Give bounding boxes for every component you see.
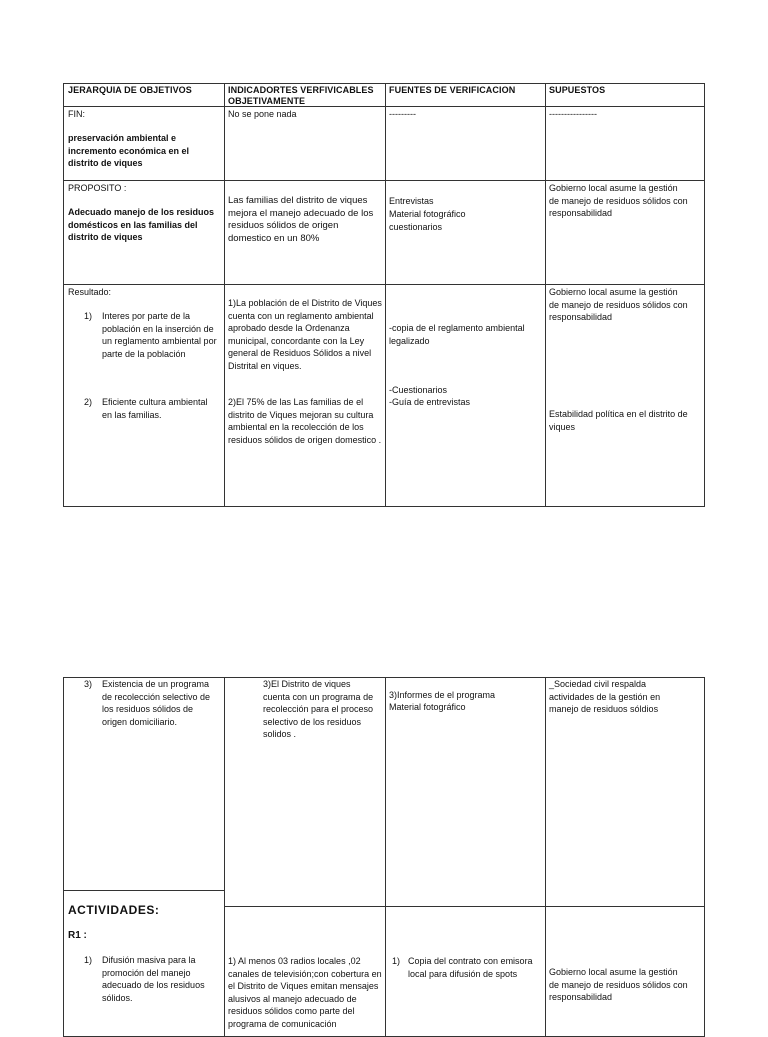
resultado-item-1-text: Interes por parte de la población en la inserción de un reglamento ambiental por parte de la población — [102, 311, 217, 359]
header-indicadores: INDICADORTES VERFIVICABLES OBJETIVAMENTE — [228, 85, 374, 106]
row-divider — [224, 906, 704, 907]
resultado-source-2a: -Cuestionarios — [389, 385, 448, 395]
fin-indicator: No se pone nada — [228, 109, 297, 119]
logframe-table-lower — [63, 677, 705, 1037]
resultado-item-2-num: 2) — [84, 397, 93, 407]
column-divider — [224, 84, 225, 506]
row-divider — [64, 284, 704, 285]
activity-1-assumption: Gobierno local asume la gestión de manejo de residuos sólidos con responsabilidad — [549, 967, 688, 1002]
proposito-indicator: Las familias del distrito de viques mejora el manejo adecuado de los residuos sólidos de origen domestico en un 80% — [228, 195, 374, 244]
logframe-table-upper — [63, 83, 705, 507]
item-3-num: 3) — [84, 679, 93, 689]
actividades-heading: ACTIVIDADES: — [68, 903, 160, 917]
source-3b: Material fotográfico — [389, 702, 466, 712]
column-divider — [385, 678, 386, 1036]
activity-1-num: 1) — [84, 955, 93, 965]
proposito-text: Adecuado manejo de los residuos domésticos en las familias del distrito de viques — [68, 207, 215, 242]
fin-text: preservación ambiental e incremento económica en el distrito de viques — [68, 133, 190, 168]
resultado-indicator-1: 1)La población de el Distrito de Viques cuenta con un reglamento ambiental aprobado desde la Ordenanza municipal, concordante con la Ley general de Residuos Sólidos a nivel Distrital en viques. — [228, 298, 382, 371]
resultado-source-1: -copia de el reglamento ambiental legalizado — [389, 323, 525, 346]
fin-source: --------- — [389, 109, 416, 119]
resultado-source-2b: -Guía de entrevistas — [389, 397, 471, 407]
r1-label: R1 : — [68, 930, 87, 941]
header-jerarquia: JERARQUIA DE OBJETIVOS — [68, 85, 192, 95]
indicator-3: 3)El Distrito de viques cuenta con un programa de recolección para el proceso selectivo de los residuos solidos . — [263, 679, 374, 739]
resultado-assumption-1: Gobierno local asume la gestión de manejo de residuos sólidos con responsabilidad — [549, 287, 688, 322]
proposito-assumption: Gobierno local asume la gestión de manejo de residuos sólidos con responsabilidad — [549, 183, 688, 218]
header-supuestos: SUPUESTOS — [549, 85, 606, 95]
header-fuentes: FUENTES DE VERIFICACION — [389, 85, 516, 95]
source-3a: 3)Informes de el programa — [389, 690, 496, 700]
activity-1-indicator: 1) Al menos 03 radios locales ,02 canales de televisión;con cobertura en el Distrito de Viques emitan mensajes alusivos al manejo adecuado de residuos sólidos como parte del programa de comunicación — [228, 956, 382, 1029]
resultado-indicator-2: 2)El 75% de las Las familias de el distrito de Viques mejoran su cultura ambiental en la recolección de los residuos sólidos de origen domestico . — [228, 397, 382, 445]
resultado-item-2-text: Eficiente cultura ambiental en las familias. — [102, 397, 208, 420]
resultado-label: Resultado: — [68, 287, 112, 297]
proposito-label: PROPOSITO : — [68, 183, 127, 193]
column-divider — [385, 84, 386, 506]
resultado-assumption-2: Estabilidad política en el distrito de viques — [549, 409, 688, 432]
column-divider — [545, 678, 546, 1036]
proposito-source-2: Material fotográfico — [389, 209, 466, 219]
fin-assumption: ---------------- — [549, 109, 597, 119]
row-divider — [64, 106, 704, 107]
activity-1-source-num: 1) — [392, 956, 401, 966]
proposito-source-1: Entrevistas — [389, 196, 434, 206]
fin-label: FIN: — [68, 109, 85, 119]
item-3-text: Existencia de un programa de recolección selectivo de los residuos sólidos de origen domiciliario. — [102, 679, 211, 727]
column-divider — [224, 678, 225, 1036]
activity-1-text: Difusión masiva para la promoción del manejo adecuado de los residuos sólidos. — [102, 955, 205, 1003]
activity-1-source: Copia del contrato con emisora local para difusión de spots — [408, 956, 533, 979]
assumption-3: _Sociedad civil respalda actividades de la gestión en manejo de residuos sóldios — [549, 679, 661, 714]
row-divider — [64, 180, 704, 181]
row-divider — [64, 890, 224, 891]
resultado-item-1-num: 1) — [84, 311, 93, 321]
column-divider — [545, 84, 546, 506]
proposito-source-3: cuestionarios — [389, 222, 443, 232]
